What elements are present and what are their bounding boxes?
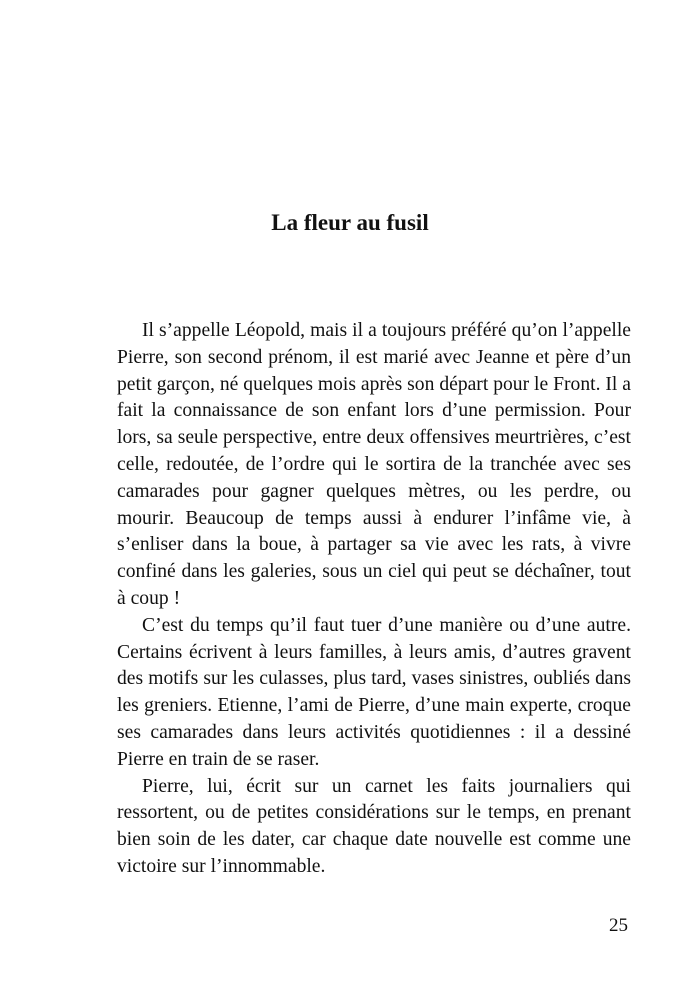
chapter-body [117,318,631,881]
paragraph-3: Pierre, lui, écrit sur un carnet les faits journaliers qui ressortent, ou de petites considérations sur le temps, en prenant bien soin de les dater, car chaque date nouvelle est comme une victoire sur l’innommable. [117,775,631,877]
paragraph-1: Il s’appelle Léopold, mais il a toujours préféré qu’on l’appelle Pierre, son second prénom, il est marié avec Jeanne et père d’un petit garçon, né quelques mois après son départ pour le Front. Il a fait la connaissance de son enfant lors d’une permission. Pour lors, sa seule perspective, entre deux offensives meurtrières, c’est celle, redoutée, de l’ordre qui le sortira de la tranchée avec ses camarades pour gagner quelques mètres, ou les perdre, ou mourir. Beaucoup de temps aussi à endurer l’infâme vie, à s’enliser dans la boue, à partager sa vie avec les rats, à vivre confiné dans les galeries, sous un ciel qui peut se déchaîner, tout à coup ! [117,320,631,609]
page-number: 25 [609,915,628,936]
paragraph-2: C’est du temps qu’il faut tuer d’une manière ou d’une autre. Certains écrivent à leurs familles, à leurs amis, d’autres gravent des motifs sur les culasses, plus tard, vases sinistres, oubliés dans les greniers. Etienne, l’ami de Pierre, d’une main experte, croque ses camarades dans leurs activités quotidiennes : il a dessiné Pierre en train de se raser. [117,614,631,770]
chapter-title: La fleur au fusil [271,210,429,235]
